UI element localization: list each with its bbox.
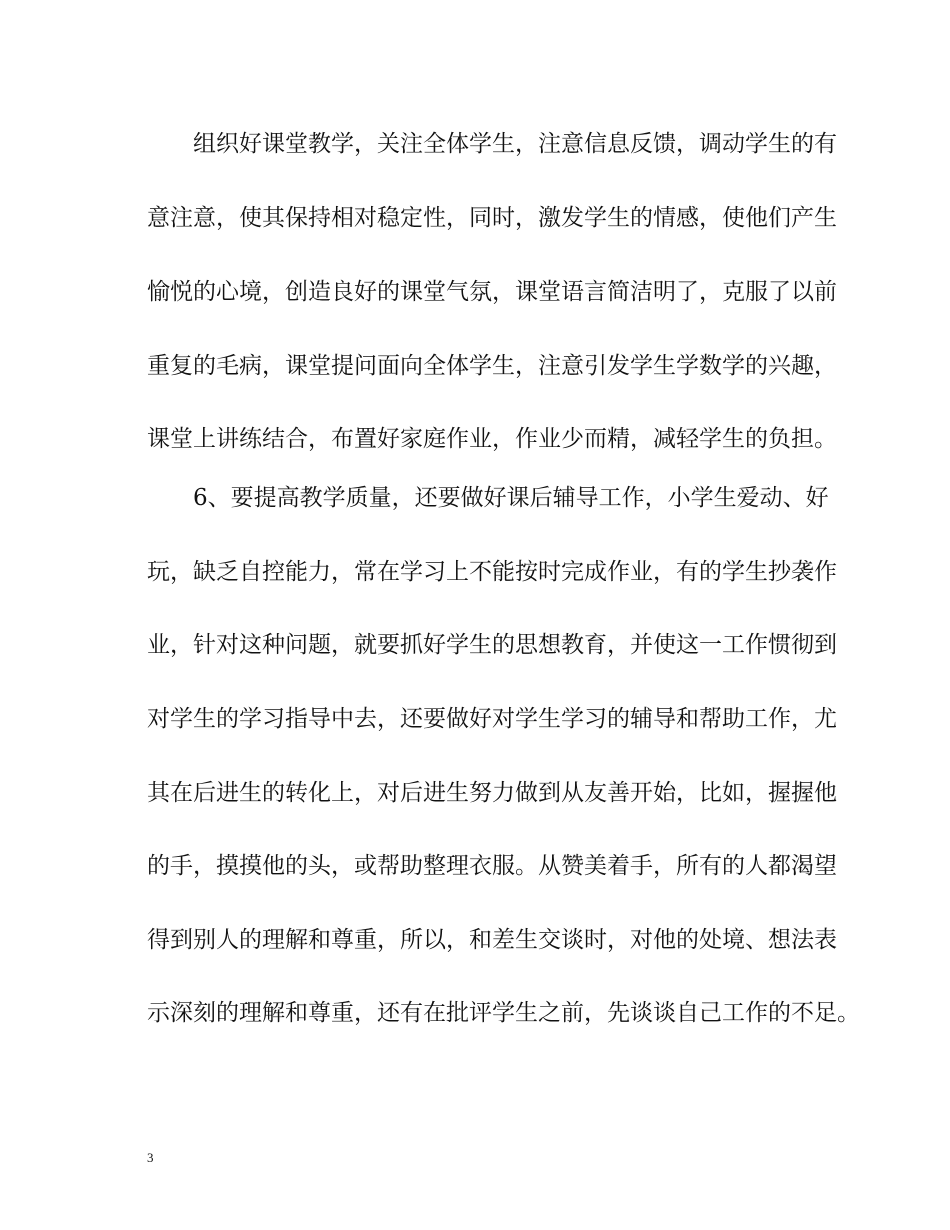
text-line-6: 6、要提高教学质量，还要做好课后辅导工作，小学生爱动、好 xyxy=(147,485,829,511)
text-line-4: 重复的毛病，课堂提问面向全体学生，注意引发学生学数学的兴趣， xyxy=(147,353,837,379)
text-line-5: 课堂上讲练结合，布置好家庭作业，作业少而精，减轻学生的负担。 xyxy=(147,426,837,452)
text-line-3: 愉悦的心境，创造良好的课堂气氛，课堂语言简洁明了，克服了以前 xyxy=(147,279,837,305)
text-line-10: 其在后进生的转化上，对后进生努力做到从友善开始，比如，握握他 xyxy=(147,780,837,806)
text-line-11: 的手，摸摸他的头，或帮助整理衣服。从赞美着手，所有的人都渴望 xyxy=(147,853,837,879)
text-line-1: 组织好课堂教学，关注全体学生，注意信息反馈，调动学生的有 xyxy=(147,131,837,157)
text-line-7: 玩，缺乏自控能力，常在学习上不能按时完成作业，有的学生抄袭作 xyxy=(147,559,837,585)
text-line-12: 得到别人的理解和尊重，所以，和差生交谈时，对他的处境、想法表 xyxy=(147,927,837,953)
text-line-13: 示深刻的理解和尊重，还有在批评学生之前，先谈谈自己工作的不足。 xyxy=(147,1000,860,1026)
text-line-2: 意注意，使其保持相对稳定性，同时，激发学生的情感，使他们产生 xyxy=(147,205,837,231)
page-number: 3 xyxy=(147,1150,154,1165)
text-line-9: 对学生的学习指导中去，还要做好对学生学习的辅导和帮助工作，尤 xyxy=(147,706,837,732)
text-line-8: 业，针对这种问题，就要抓好学生的思想教育，并使这一工作惯彻到 xyxy=(147,632,837,658)
